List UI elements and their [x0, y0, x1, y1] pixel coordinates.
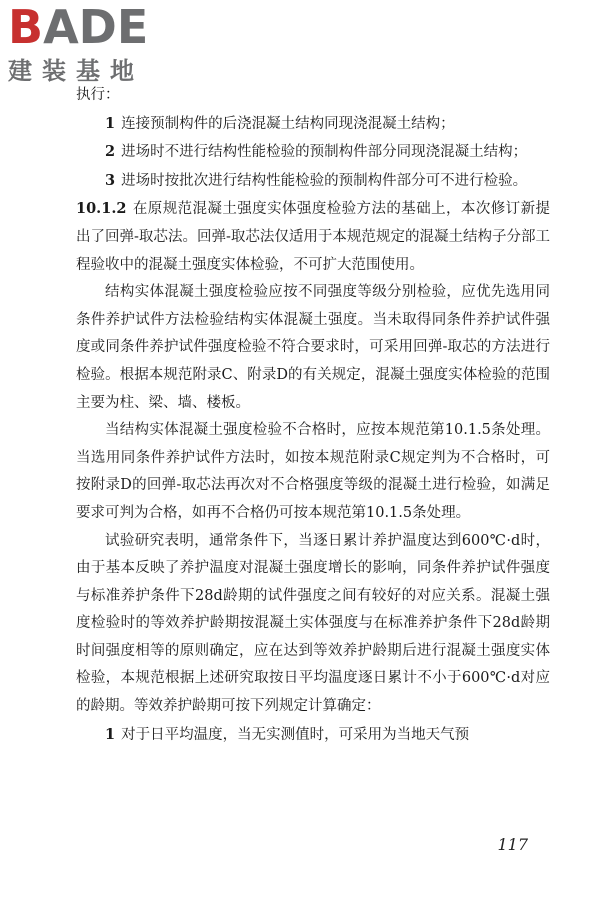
paragraph: 当结构实体混凝土强度检验不合格时，应按本规范第10.1.5条处理。当选用同条件养护试件方法时，如按本规范附录C规定判为不合格时，可按附录D的回弹-取芯法再次对不合格强度等级的混凝土进行检验，如满足要求可判为合格，如再不合格仍可按本规范第10.1.5条处理。: [76, 422, 550, 521]
logo-subtitle: 建装基地: [8, 57, 144, 85]
bade-logo: [8, 0, 178, 92]
list-item: 3 进场时按批次进行结构性能检验的预制构件部分可不进行检验。: [105, 171, 528, 189]
list-item: 1 对于日平均温度，当无实测值时，可采用为当地天气预: [105, 725, 470, 743]
section-number: 10.1.2: [76, 200, 127, 218]
document-body: [76, 82, 550, 749]
section-10-1-2: 10.1.2 在原规范混凝土强度实体强度检验方法的基础上，本次修订新提出了回弹-取芯法。回弹-取芯法仅适用于本规范规定的混凝土结构子分部工程验收中的混凝土强度实体检验，不可扩大范围使用。: [76, 200, 550, 273]
list-item: 1 连接预制构件的后浇混凝土结构同现浇混凝土结构；: [105, 114, 455, 132]
list-item: 2 进场时不进行结构性能检验的预制构件部分同现浇混凝土结构；: [105, 143, 528, 161]
logo-wordmark: BADE: [8, 0, 149, 54]
page-number: 117: [497, 835, 528, 854]
paragraph: 试验研究表明，通常条件下，当逐日累计养护温度达到600℃·d时，由于基本反映了养护温度对混凝土强度增长的影响，同条件养护试件强度与标准养护条件下28d龄期的试件强度之间有较好的对应关系。混凝土强度检验时的等效养护龄期按混凝土实体强度与在标准养护条件下28d龄期时间强度相等的原则确定，应在达到等效养护龄期后进行混凝土强度实体检验，本规范根据上述研究取按日平均温度逐日累计不小于600℃·d对应的龄期。等效养护龄期可按下列规定计算确定：: [76, 532, 550, 715]
paragraph: 结构实体混凝土强度检验应按不同强度等级分别检验，应优先选用同条件养护试件方法检验结构实体混凝土强度。当未取得同条件养护试件强度或同条件养护试件强度检验不符合要求时，可采用回弹-取芯的方法进行检验。根据本规范附录C、附录D的有关规定，混凝土强度实体检验的范围主要为柱、梁、墙、楼板。: [76, 284, 550, 411]
line-continuation: 执行：: [76, 87, 120, 103]
